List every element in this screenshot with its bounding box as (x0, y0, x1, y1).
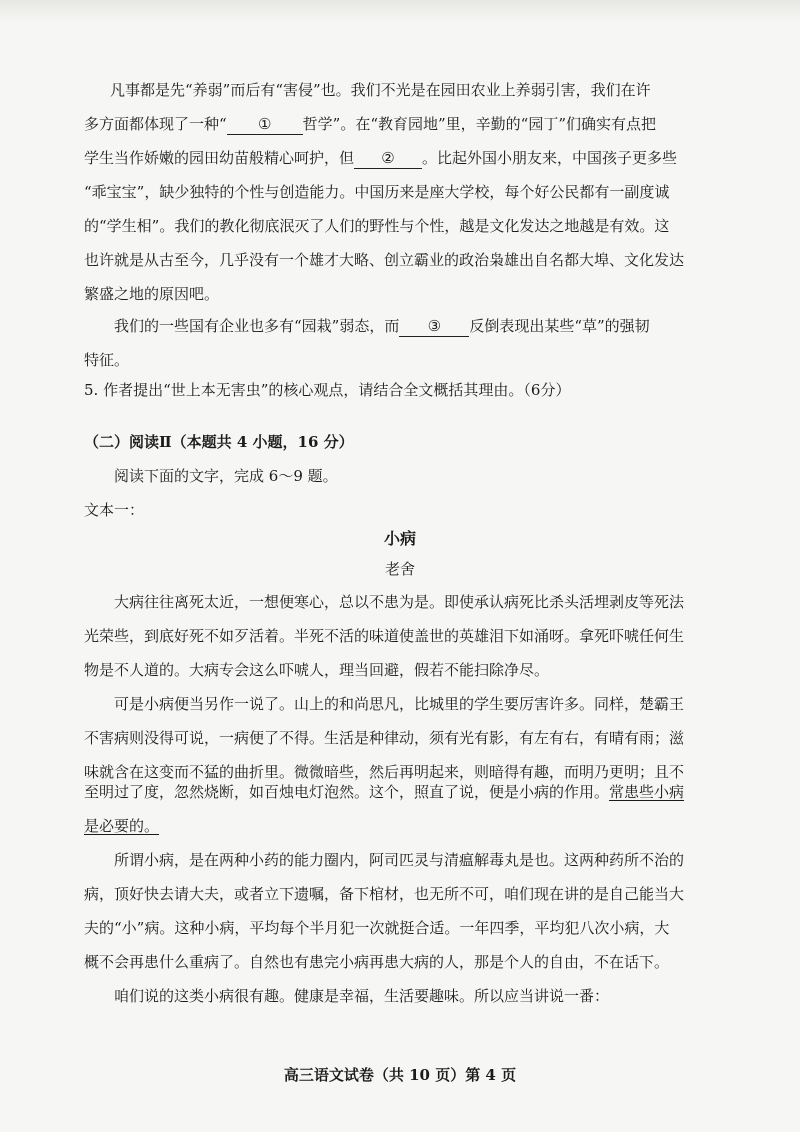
passage1-line1: 凡事都是先“养弱”而后有“害侵”也。我们不光是在园田农业上养弱引害，我们在许 (110, 81, 651, 99)
passage1-line5: 的“学生相”。我们的教化彻底泯灭了人们的野性与个性，越是文化发达之地越是有效。这 (84, 217, 670, 235)
page-footer: 高三语文试卷（共 10 页）第 4 页 (283, 1066, 517, 1084)
article-p3-line1: 所谓小病，是在两种小药的能力圈内，阿司匹灵与清瘟解毒丸是也。这两种药所不治的 (114, 851, 685, 869)
article-p1-line3: 物是不人道的。大病专会这么吓唬人，理当回避，假若不能扫除净尽。 (84, 661, 550, 679)
underlined-sentence-a: 常患些小病 (609, 783, 685, 801)
passage1-line7: 繁盛之地的原因吧。 (84, 285, 220, 303)
article-p1-line2: 光荣些，到底好死不如歹活着。半死不活的味道使盖世的英雄泪下如涌呀。拿死吓唬任何生 (84, 627, 685, 645)
passage1-line2-a: 多方面都体现了一种“ (84, 115, 227, 133)
scan-edge-shadow (0, 0, 800, 22)
article-p3-line3: 夫的“小”病。这种小病，平均每个半月犯一次就挺合适。一年四季，平均犯八次小病，大 (84, 919, 670, 937)
question-5: 5. 作者提出“世上本无害虫”的核心观点，请结合全文概括其理由。（6分） (84, 381, 571, 399)
passage1-line2 (84, 114, 656, 135)
passage1-line3-b: 。比起外国小朋友来，中国孩子更多些 (422, 149, 678, 167)
article-p1-line1: 大病往往离死太近，一想便寒心，总以不患为是。即使承认病死比杀头活埋剥皮等死法 (114, 593, 685, 611)
article-p3-line4: 概不会再患什么重病了。自然也有患完小病再患大病的人，那是个人的自由，不在话下。 (84, 953, 670, 971)
article-p2-line4-a: 至明过了度，忽然烧断，如百烛电灯泡然。这个，照直了说，便是小病的作用。 (84, 783, 610, 801)
section-2-instruction: 阅读下面的文字，完成 6～9 题。 (114, 467, 338, 485)
article-p2-line4 (84, 782, 684, 802)
article-p2-line1: 可是小病便当另作一说了。山上的和尚思凡，比城里的学生要厉害许多。同样，楚霸王 (114, 695, 685, 713)
article-p4-line1: 咱们说的这类小病很有趣。健康是幸福，生活要趣味。所以应当讲说一番： (114, 987, 610, 1005)
text-label: 文本一： (84, 501, 145, 519)
section-2-heading: （二）阅读Ⅱ（本题共 4 小题，16 分） (84, 433, 354, 451)
blank-1: ① (227, 114, 303, 135)
article-author: 老舍 (384, 560, 415, 578)
passage1-para2-line2: 特征。 (84, 351, 130, 369)
article-title: 小病 (383, 529, 416, 548)
underlined-sentence-b: 是必要的。 (84, 817, 160, 835)
article-p2-line3: 味就含在这变而不猛的曲折里。微微暗些，然后再明起来，则暗得有趣，而明乃更明；且不 (84, 763, 685, 781)
passage1-para2-b: 反倒表现出某些“草”的强韧 (469, 317, 650, 335)
passage1-line4: “乖宝宝”，缺少独特的个性与创造能力。中国历来是座大学校，每个好公民都有一副度诚 (84, 183, 670, 201)
passage1-line2-b: 哲学”。在“教育园地”里，辛勤的“园丁”们确实有点把 (302, 115, 657, 133)
passage1-line3 (84, 148, 677, 169)
passage1-line3-a: 学生当作娇嫩的园田幼苗般精心呵护，但 (84, 149, 355, 167)
passage1-para2-line1 (114, 316, 650, 337)
passage1-para2-a: 我们的一些国有企业也多有“园栽”弱态，而 (114, 317, 400, 335)
blank-2: ② (354, 148, 422, 169)
passage1-line6: 也许就是从古至今，几乎没有一个雄才大略、创立霸业的政治枭雄出自名都大埠、文化发达 (84, 251, 685, 269)
article-p3-line2: 病，顶好快去请大夫，或者立下遗嘱，备下棺材，也无所不可，咱们现在讲的是自己能当大 (84, 885, 685, 903)
blank-3: ③ (399, 316, 469, 337)
article-p2-line2: 不害病则没得可说，一病便了不得。生活是种律动，须有光有影，有左有右，有晴有雨；滋 (84, 729, 685, 747)
